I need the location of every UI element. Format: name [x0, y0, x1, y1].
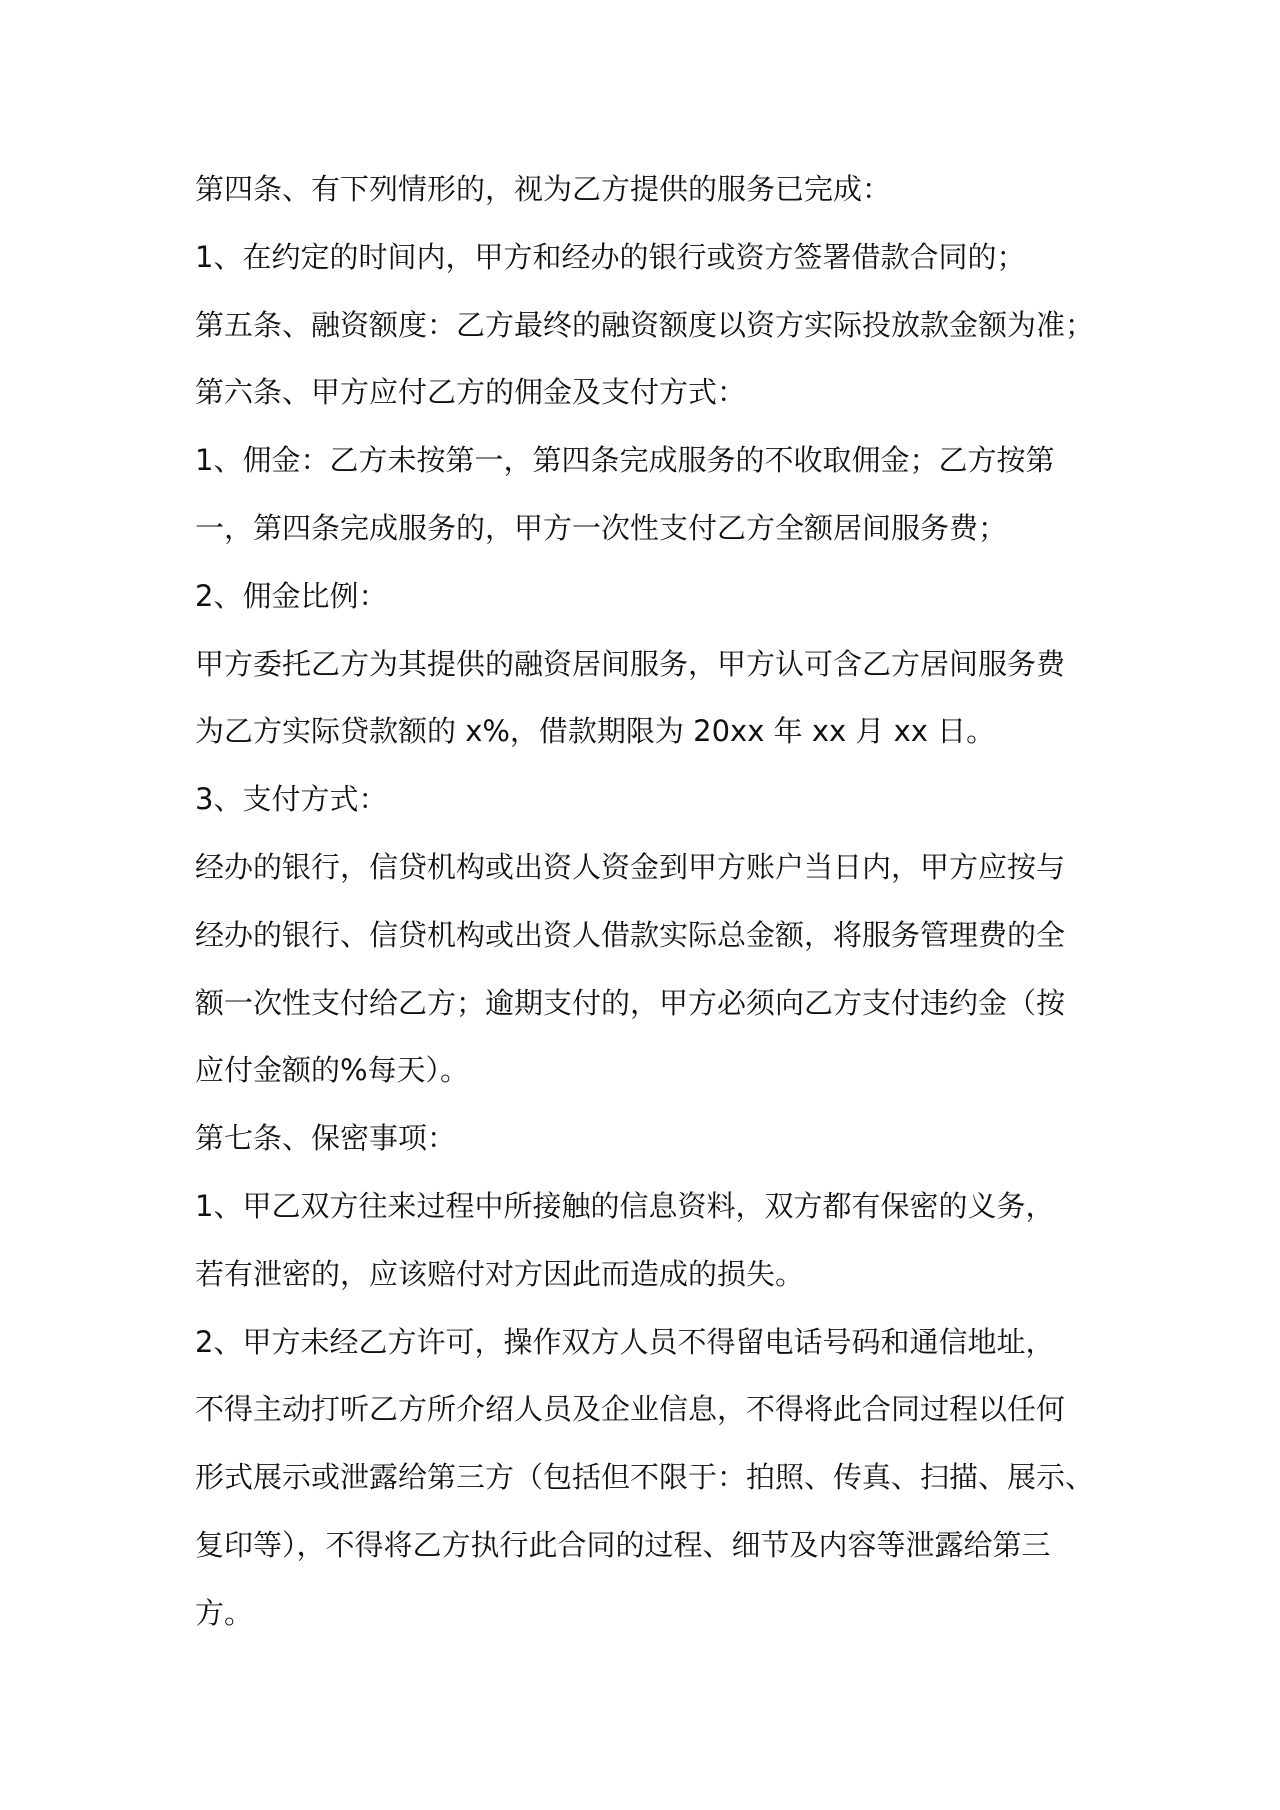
text-line: 甲方委托乙方为其提供的融资居间服务，甲方认可含乙方居间服务费 — [195, 646, 1066, 681]
text-line: 第五条、融资额度：乙方最终的融资额度以资方实际投放款金额为准； — [195, 307, 1095, 342]
text-line: 2、佣金比例： — [195, 578, 388, 613]
text-line: 第六条、甲方应付乙方的佣金及支付方式： — [195, 375, 747, 410]
text-line: 若有泄密的，应该赔付对方因此而造成的损失。 — [195, 1256, 805, 1291]
text-line: 经办的银行、信贷机构或出资人借款实际总金额，将服务管理费的全 — [195, 917, 1066, 952]
document-body — [195, 156, 1105, 1648]
text-line: 为乙方实际贷款额的 x%，借款期限为 20xx 年 xx 月 xx 日。 — [195, 714, 996, 749]
text-line: 经办的银行，信贷机构或出资人资金到甲方账户当日内，甲方应按与 — [195, 849, 1066, 884]
text-line: 方。 — [195, 1595, 254, 1630]
text-line: 额一次性支付给乙方；逾期支付的，甲方必须向乙方支付违约金（按 — [195, 985, 1066, 1020]
text-line: 第七条、保密事项： — [195, 1121, 457, 1156]
text-line: 1、在约定的时间内，甲方和经办的银行或资方签署借款合同的； — [195, 239, 1026, 274]
text-line: 不得主动打听乙方所介绍人员及企业信息，不得将此合同过程以任何 — [195, 1392, 1066, 1427]
text-line: 第四条、有下列情形的，视为乙方提供的服务已完成： — [195, 172, 892, 206]
text-line: 2、甲方未经乙方许可，操作双方人员不得留电话号码和通信地址， — [195, 1324, 1055, 1359]
text-line: 应付金额的%每天）。 — [195, 1053, 470, 1088]
text-line: 1、佣金：乙方未按第一，第四条完成服务的不收取佣金；乙方按第 — [195, 443, 1055, 478]
text-line: 3、支付方式： — [195, 782, 388, 817]
text-line: 形式展示或泄露给第三方（包括但不限于：拍照、传真、扫描、展示、 — [195, 1460, 1095, 1495]
text-line: 一，第四条完成服务的，甲方一次性支付乙方全额居间服务费； — [195, 510, 1008, 545]
text-line: 复印等），不得将乙方执行此合同的过程、细节及内容等泄露给第三 — [195, 1527, 1051, 1562]
text-line: 1、甲乙双方往来过程中所接触的信息资料，双方都有保密的义务， — [195, 1188, 1055, 1223]
